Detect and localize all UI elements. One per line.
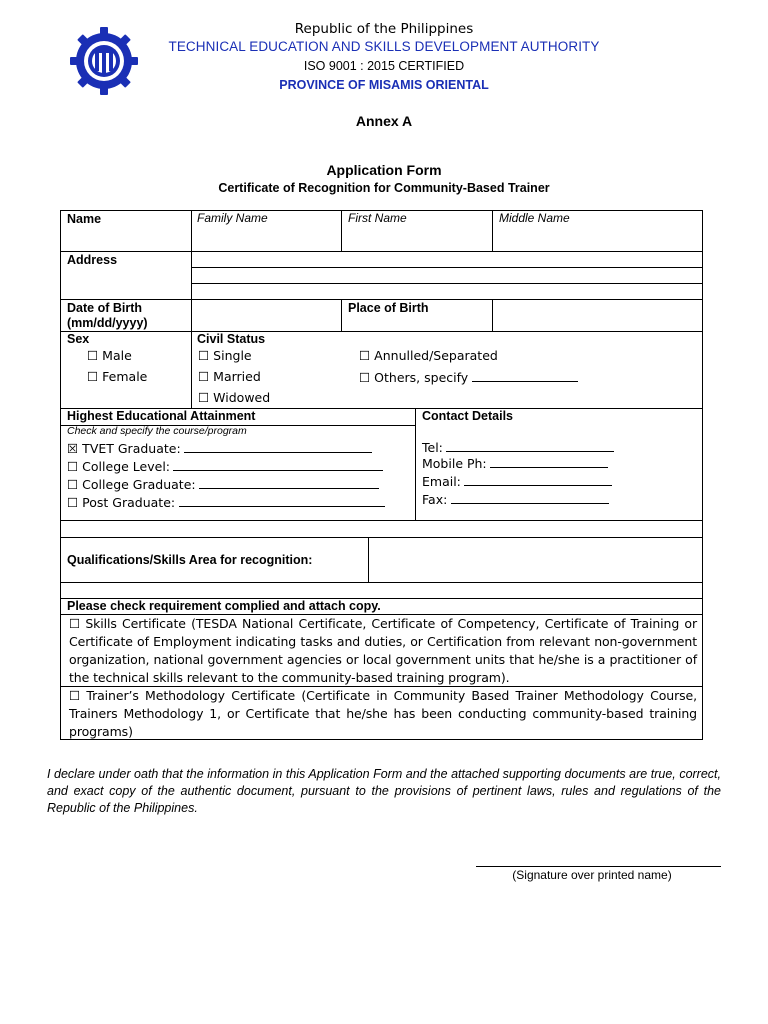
agency-heading: TECHNICAL EDUCATION AND SKILLS DEVELOPMENT AUTHORITY <box>168 39 600 54</box>
name-label: Name <box>67 212 102 226</box>
college-level-course-line[interactable] <box>173 459 383 471</box>
contact-tel[interactable] <box>422 440 614 455</box>
qualifications-field[interactable] <box>369 538 701 581</box>
education-label: Highest Educational Attainment <box>67 409 256 423</box>
form-title: Application Form <box>326 162 442 178</box>
pob-field[interactable] <box>493 300 701 330</box>
educ-option-post-graduate[interactable] <box>67 495 385 510</box>
fax-line[interactable] <box>451 492 609 504</box>
civil-option-single[interactable]: ☐ Single <box>198 348 252 363</box>
family-name-field[interactable]: Family Name <box>197 211 268 225</box>
contact-email[interactable] <box>422 474 612 489</box>
first-name-field[interactable]: First Name <box>348 211 407 225</box>
educ-option-college-level-label: ☐ College Level: <box>67 459 170 474</box>
civil-option-annulled[interactable]: ☐ Annulled/Separated <box>359 348 498 363</box>
sex-label: Sex <box>67 332 90 346</box>
signature-line[interactable] <box>476 866 721 867</box>
civil-option-widowed[interactable]: ☐ Widowed <box>198 390 271 405</box>
qualifications-label: Qualifications/Skills Area for recognition: <box>67 553 313 567</box>
req-methodology-certificate[interactable]: ☐ Trainer’s Methodology Certificate (Certificate in Community Based Trainer Methodology Course, Trainers Methodology 1, or Certificate that he/she has been conducting community-based training programs) <box>69 688 697 739</box>
civil-status-label: Civil Status <box>197 332 266 346</box>
annex-label: Annex A <box>355 113 413 129</box>
educ-option-college-graduate[interactable] <box>67 477 379 492</box>
educ-option-college-graduate-label: ☐ College Graduate: <box>67 477 196 492</box>
sex-option-female[interactable]: ☐ Female <box>87 369 148 384</box>
signature-label: (Signature over printed name) <box>512 868 672 882</box>
contact-tel-label: Tel: <box>422 440 443 455</box>
iso-heading: ISO 9001 : 2015 CERTIFIED <box>303 59 465 73</box>
dob-format-label: (mm/dd/yyyy) <box>67 316 148 330</box>
tel-line[interactable] <box>446 440 614 452</box>
college-graduate-course-line[interactable] <box>199 477 379 489</box>
others-specify-line[interactable] <box>472 370 578 382</box>
contact-fax[interactable] <box>422 492 609 507</box>
province-heading: PROVINCE OF MISAMIS ORIENTAL <box>279 78 489 92</box>
contact-fax-label: Fax: <box>422 492 448 507</box>
republic-heading: Republic of the Philippines <box>294 21 474 37</box>
mobile-line[interactable] <box>490 456 608 468</box>
pob-label: Place of Birth <box>348 301 429 315</box>
contact-mobile[interactable] <box>422 456 608 471</box>
req-skills-certificate[interactable]: ☐ Skills Certificate (TESDA National Certificate, Certificate of Competency, Certificate of Training or Certificate of Employment indicating tasks and duties, or Certification from relevant non-government organization, national government agencies or local government units that he/she is a practitioner of the technical skills relevant to the community-based training program). <box>69 616 697 685</box>
tvet-course-line[interactable] <box>184 441 372 453</box>
civil-option-others[interactable] <box>359 370 578 385</box>
address-label: Address <box>67 253 118 267</box>
educ-option-tvet[interactable] <box>67 441 372 456</box>
educ-option-tvet-label: ☒ TVET Graduate: <box>67 441 181 456</box>
dob-field[interactable] <box>192 300 340 330</box>
email-line[interactable] <box>464 474 612 486</box>
educ-option-post-graduate-label: ☐ Post Graduate: <box>67 495 176 510</box>
application-form-table <box>60 210 703 740</box>
address-field[interactable] <box>192 252 701 298</box>
post-graduate-course-line[interactable] <box>179 495 385 507</box>
contact-mobile-label: Mobile Ph: <box>422 456 487 471</box>
civil-option-married[interactable]: ☐ Married <box>198 369 261 384</box>
contact-email-label: Email: <box>422 474 461 489</box>
declaration-text: I declare under oath that the information in this Application Form and the attached supporting documents are true, correct, and exact copy of the authentic document, pursuant to the provisions of pertinent laws, rules and regulations of the Republic of the Philippines. <box>47 767 721 815</box>
civil-option-others-label: ☐ Others, specify <box>359 370 469 385</box>
education-note: Check and specify the course/program <box>67 425 247 437</box>
sex-option-male[interactable]: ☐ Male <box>87 348 132 363</box>
middle-name-field[interactable]: Middle Name <box>499 211 570 225</box>
requirements-label: Please check requirement complied and attach copy. <box>67 599 381 613</box>
dob-label: Date of Birth <box>67 301 142 315</box>
contact-label: Contact Details <box>422 409 513 423</box>
educ-option-college-level[interactable] <box>67 459 383 474</box>
form-subtitle: Certificate of Recognition for Community-Based Trainer <box>218 181 550 195</box>
